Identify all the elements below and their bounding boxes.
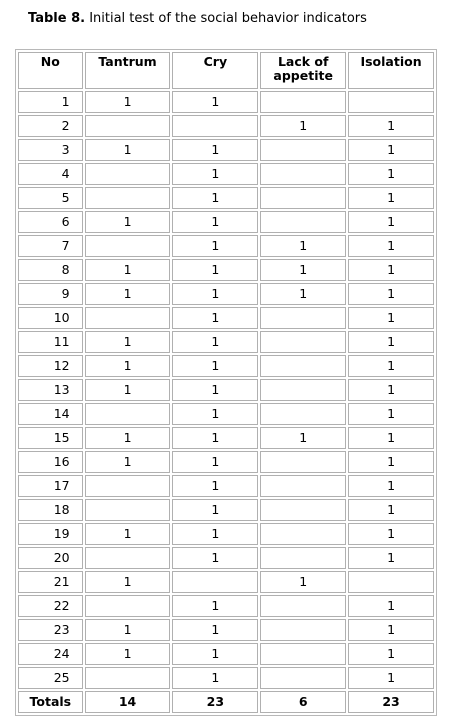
table-row: [18, 595, 434, 617]
cell-tantrum: 1: [85, 211, 171, 233]
cell-no: 9: [18, 283, 83, 305]
table-row: [18, 499, 434, 521]
cell-isolation: 1: [348, 163, 434, 185]
cell-isolation: 1: [348, 427, 434, 449]
cell-tantrum: 1: [85, 427, 171, 449]
cell-no: 5: [18, 187, 83, 209]
cell-lack-of-appetite: [260, 403, 346, 425]
table-row: [18, 283, 434, 305]
cell-cry: 1: [172, 355, 258, 377]
cell-lack-of-appetite: [260, 643, 346, 665]
cell-lack-of-appetite: 1: [260, 115, 346, 137]
cell-lack-of-appetite: [260, 619, 346, 641]
cell-cry: 1: [172, 403, 258, 425]
totals-row: [18, 691, 434, 713]
cell-tantrum: [85, 667, 171, 689]
cell-lack-of-appetite: [260, 187, 346, 209]
table-row: [18, 427, 434, 449]
cell-isolation: 1: [348, 259, 434, 281]
table-row: [18, 403, 434, 425]
cell-tantrum: [85, 499, 171, 521]
totals-label: Totals: [18, 691, 83, 713]
cell-no: 2: [18, 115, 83, 137]
cell-isolation: 1: [348, 523, 434, 545]
cell-isolation: 1: [348, 283, 434, 305]
cell-lack-of-appetite: [260, 523, 346, 545]
table-row: [18, 211, 434, 233]
cell-isolation: [348, 571, 434, 593]
cell-no: 22: [18, 595, 83, 617]
cell-lack-of-appetite: [260, 91, 346, 113]
table-row: [18, 619, 434, 641]
cell-cry: 1: [172, 667, 258, 689]
table-row: [18, 355, 434, 377]
cell-isolation: 1: [348, 547, 434, 569]
table-row: [18, 259, 434, 281]
cell-isolation: 1: [348, 235, 434, 257]
cell-tantrum: [85, 115, 171, 137]
cell-cry: 1: [172, 307, 258, 329]
header-isolation: Isolation: [348, 52, 434, 89]
cell-no: 15: [18, 427, 83, 449]
cell-no: 8: [18, 259, 83, 281]
table-row: [18, 547, 434, 569]
cell-isolation: 1: [348, 667, 434, 689]
cell-cry: [172, 571, 258, 593]
table-row: [18, 379, 434, 401]
table-caption-label: Table 8.: [28, 11, 86, 26]
cell-isolation: 1: [348, 451, 434, 473]
cell-lack-of-appetite: [260, 499, 346, 521]
cell-tantrum: 1: [85, 451, 171, 473]
totals-isolation: 23: [348, 691, 434, 713]
cell-tantrum: [85, 235, 171, 257]
cell-no: 4: [18, 163, 83, 185]
header-cry: Cry: [172, 52, 258, 89]
cell-isolation: 1: [348, 115, 434, 137]
table-row: [18, 139, 434, 161]
cell-cry: 1: [172, 547, 258, 569]
cell-cry: 1: [172, 163, 258, 185]
cell-tantrum: 1: [85, 523, 171, 545]
cell-no: 12: [18, 355, 83, 377]
cell-cry: 1: [172, 187, 258, 209]
cell-lack-of-appetite: [260, 331, 346, 353]
cell-no: 6: [18, 211, 83, 233]
table-row: [18, 643, 434, 665]
cell-isolation: 1: [348, 643, 434, 665]
cell-tantrum: 1: [85, 571, 171, 593]
cell-cry: 1: [172, 379, 258, 401]
header-lack-of-appetite: Lack of appetite: [260, 52, 346, 89]
table-row: [18, 115, 434, 137]
cell-no: 18: [18, 499, 83, 521]
table-row: [18, 163, 434, 185]
cell-cry: 1: [172, 451, 258, 473]
cell-tantrum: [85, 307, 171, 329]
cell-no: 20: [18, 547, 83, 569]
cell-cry: 1: [172, 331, 258, 353]
table-row: [18, 451, 434, 473]
cell-no: 13: [18, 379, 83, 401]
table-row: [18, 523, 434, 545]
cell-cry: 1: [172, 211, 258, 233]
cell-no: 11: [18, 331, 83, 353]
table-body: [18, 91, 434, 689]
cell-cry: 1: [172, 283, 258, 305]
cell-no: 10: [18, 307, 83, 329]
cell-lack-of-appetite: [260, 667, 346, 689]
cell-lack-of-appetite: 1: [260, 571, 346, 593]
cell-lack-of-appetite: 1: [260, 235, 346, 257]
cell-tantrum: 1: [85, 139, 171, 161]
cell-cry: 1: [172, 619, 258, 641]
cell-tantrum: [85, 475, 171, 497]
cell-isolation: 1: [348, 475, 434, 497]
cell-isolation: 1: [348, 379, 434, 401]
cell-cry: 1: [172, 91, 258, 113]
table-row: [18, 475, 434, 497]
cell-tantrum: [85, 403, 171, 425]
cell-no: 14: [18, 403, 83, 425]
cell-lack-of-appetite: [260, 139, 346, 161]
cell-cry: 1: [172, 259, 258, 281]
cell-lack-of-appetite: [260, 379, 346, 401]
data-table-container: [15, 49, 437, 716]
cell-tantrum: [85, 187, 171, 209]
cell-tantrum: 1: [85, 379, 171, 401]
cell-tantrum: 1: [85, 331, 171, 353]
table-row: [18, 667, 434, 689]
cell-no: 19: [18, 523, 83, 545]
cell-lack-of-appetite: 1: [260, 283, 346, 305]
header-no: No: [18, 52, 83, 89]
table-row: [18, 307, 434, 329]
cell-lack-of-appetite: 1: [260, 427, 346, 449]
cell-lack-of-appetite: [260, 595, 346, 617]
table-row: [18, 187, 434, 209]
cell-tantrum: [85, 163, 171, 185]
cell-isolation: 1: [348, 619, 434, 641]
cell-cry: [172, 115, 258, 137]
cell-lack-of-appetite: [260, 163, 346, 185]
cell-tantrum: 1: [85, 283, 171, 305]
cell-isolation: [348, 91, 434, 113]
cell-tantrum: 1: [85, 643, 171, 665]
table-caption: [28, 11, 367, 26]
cell-no: 23: [18, 619, 83, 641]
cell-cry: 1: [172, 235, 258, 257]
cell-tantrum: 1: [85, 91, 171, 113]
cell-lack-of-appetite: [260, 475, 346, 497]
cell-lack-of-appetite: [260, 355, 346, 377]
cell-cry: 1: [172, 139, 258, 161]
table-caption-text: Initial test of the social behavior indicators: [85, 11, 367, 26]
table-row: [18, 91, 434, 113]
cell-isolation: 1: [348, 355, 434, 377]
cell-cry: 1: [172, 427, 258, 449]
cell-isolation: 1: [348, 139, 434, 161]
cell-cry: 1: [172, 643, 258, 665]
cell-no: 17: [18, 475, 83, 497]
cell-no: 24: [18, 643, 83, 665]
cell-tantrum: 1: [85, 259, 171, 281]
cell-isolation: 1: [348, 211, 434, 233]
cell-no: 3: [18, 139, 83, 161]
cell-no: 25: [18, 667, 83, 689]
cell-no: 21: [18, 571, 83, 593]
cell-lack-of-appetite: [260, 451, 346, 473]
cell-cry: 1: [172, 523, 258, 545]
cell-lack-of-appetite: [260, 211, 346, 233]
cell-no: 1: [18, 91, 83, 113]
cell-cry: 1: [172, 475, 258, 497]
cell-tantrum: [85, 595, 171, 617]
cell-cry: 1: [172, 499, 258, 521]
cell-tantrum: 1: [85, 619, 171, 641]
cell-lack-of-appetite: [260, 547, 346, 569]
totals-tantrum: 14: [85, 691, 171, 713]
cell-isolation: 1: [348, 499, 434, 521]
cell-cry: 1: [172, 595, 258, 617]
cell-isolation: 1: [348, 331, 434, 353]
table-header-row: [18, 52, 434, 89]
totals-lack-of-appetite: 6: [260, 691, 346, 713]
cell-isolation: 1: [348, 403, 434, 425]
table-row: [18, 331, 434, 353]
social-behavior-table: [16, 50, 436, 715]
header-tantrum: Tantrum: [85, 52, 171, 89]
cell-lack-of-appetite: 1: [260, 259, 346, 281]
cell-no: 7: [18, 235, 83, 257]
table-row: [18, 571, 434, 593]
cell-no: 16: [18, 451, 83, 473]
cell-isolation: 1: [348, 187, 434, 209]
cell-tantrum: 1: [85, 355, 171, 377]
cell-isolation: 1: [348, 307, 434, 329]
cell-tantrum: [85, 547, 171, 569]
cell-isolation: 1: [348, 595, 434, 617]
totals-cry: 23: [172, 691, 258, 713]
table-row: [18, 235, 434, 257]
cell-lack-of-appetite: [260, 307, 346, 329]
